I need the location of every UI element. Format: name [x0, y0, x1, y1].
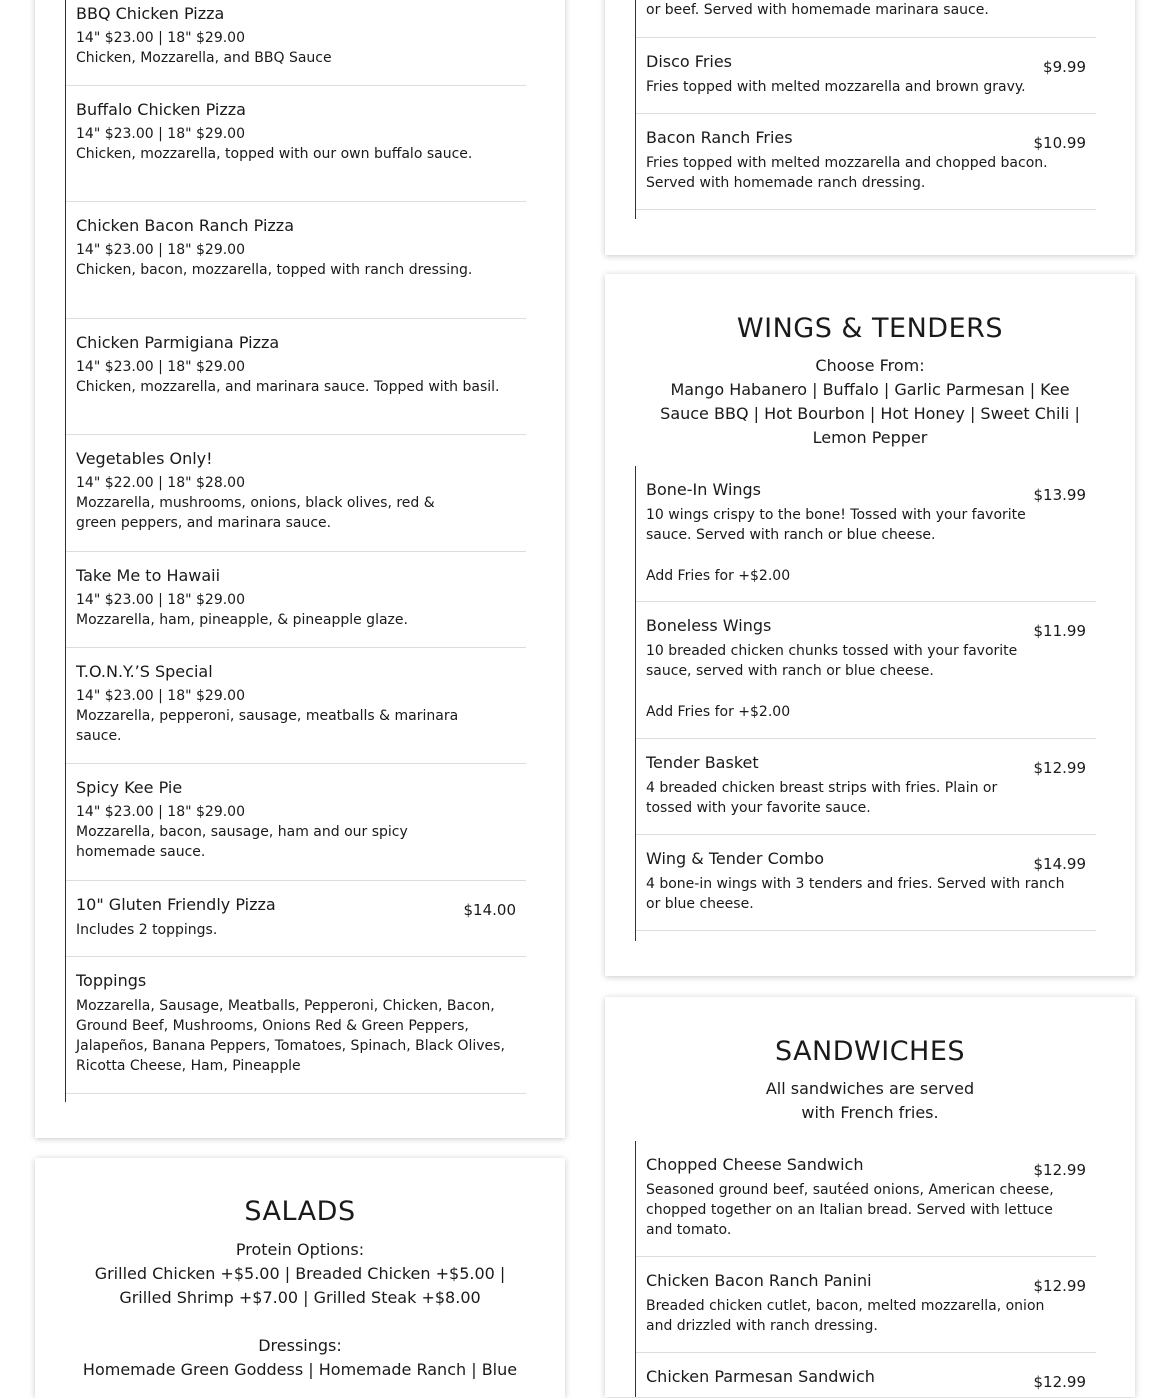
item-price: $9.99 — [1043, 58, 1086, 76]
item-sizes: 14" $23.00 | 18" $29.00 — [76, 359, 245, 375]
menu-item — [66, 435, 526, 552]
pizza-item-list — [65, 0, 526, 1102]
pizza-card — [35, 0, 565, 1138]
menu-item — [66, 648, 526, 764]
intro-line: Homemade Green Goddess | Homemade Ranch | Blue — [82, 1360, 518, 1379]
item-sizes: 14" $23.00 | 18" $29.00 — [76, 804, 245, 820]
item-description: Seasoned ground beef, sautéed onions, American cheese, chopped together on an Italian bread. Served with lettuce and tomato. — [646, 1182, 1054, 1238]
item-name: Boneless Wings — [646, 616, 772, 635]
item-description: 10 wings crispy to the bone! Tossed with your favorite sauce. Served with ranch or blue cheese. — [646, 507, 1026, 543]
intro-line: All sandwiches are served — [765, 1079, 975, 1098]
menu-item — [636, 1353, 1096, 1397]
item-sizes: 14" $23.00 | 18" $29.00 — [76, 126, 245, 142]
item-sizes: 14" $23.00 | 18" $29.00 — [76, 688, 245, 704]
menu-item — [636, 38, 1096, 114]
item-price: $12.99 — [1033, 1277, 1086, 1295]
fries-card — [605, 0, 1135, 255]
menu-item — [66, 0, 526, 86]
item-price: $14.00 — [463, 901, 516, 919]
menu-item — [66, 957, 526, 1094]
item-name: Chicken Bacon Ranch Panini — [646, 1271, 872, 1290]
menu-item — [66, 319, 526, 435]
section-title: SALADS — [244, 1196, 356, 1227]
intro-line: Mango Habanero | Buffalo | Garlic Parmesan | Kee — [670, 380, 1070, 399]
item-name: Bacon Ranch Fries — [646, 128, 793, 147]
menu-item — [66, 552, 526, 648]
item-name: Chicken Parmesan Sandwich — [646, 1367, 875, 1386]
intro-line: Grilled Chicken +$5.00 | Breaded Chicken +$5.00 | — [94, 1264, 506, 1283]
item-price: $11.99 — [1033, 622, 1086, 640]
item-description: 4 breaded chicken breast strips with fries. Plain or tossed with your favorite sauce. — [646, 780, 998, 816]
item-price: $12.99 — [1033, 759, 1086, 777]
menu-item — [636, 835, 1096, 931]
item-price: $12.99 — [1033, 1161, 1086, 1179]
section-intro — [35, 1238, 565, 1382]
menu-item — [636, 114, 1096, 210]
menu-item — [66, 764, 526, 881]
intro-line: Lemon Pepper — [812, 428, 928, 447]
sandwiches-item-list — [635, 1141, 1096, 1397]
item-price: $10.99 — [1033, 134, 1086, 152]
item-description: or beef. Served with homemade marinara sauce. — [646, 2, 989, 18]
menu-item — [636, 1141, 1096, 1257]
section-intro — [605, 1077, 1135, 1125]
item-name: BBQ Chicken Pizza — [76, 4, 225, 23]
item-description: Chicken, bacon, mozzarella, topped with ranch dressing. — [76, 262, 473, 278]
item-description: Mozzarella, Sausage, Meatballs, Pepperoni, Chicken, Bacon, Ground Beef, Mushrooms, Onions Red & Green Peppers, Jalapeños, Banana Peppers, Tomatoes, Spinach, Black Olives, Ricotta Cheese, Ham, Pineapple — [76, 998, 505, 1074]
item-name: Chicken Parmigiana Pizza — [76, 333, 280, 352]
menu-item — [636, 739, 1096, 835]
item-sizes: 14" $22.00 | 18" $28.00 — [76, 475, 245, 491]
item-name: 10" Gluten Friendly Pizza — [76, 895, 276, 914]
menu-item — [636, 1257, 1096, 1353]
section-intro — [605, 354, 1135, 450]
item-description: Fries topped with melted mozzarella and chopped bacon. Served with homemade ranch dressing. — [646, 155, 1048, 191]
intro-line: Choose From: — [815, 356, 925, 375]
intro-line: Protein Options: — [235, 1240, 365, 1259]
item-sizes: 14" $23.00 | 18" $29.00 — [76, 30, 245, 46]
item-description: 10 breaded chicken chunks tossed with your favorite sauce, served with ranch or blue cheese. — [646, 643, 1018, 679]
intro-line: with French fries. — [801, 1103, 939, 1122]
item-name: Disco Fries — [646, 52, 733, 71]
item-name: Toppings — [76, 971, 147, 990]
sandwiches-card — [605, 997, 1135, 1397]
item-name: Tender Basket — [646, 753, 759, 772]
item-name: Buffalo Chicken Pizza — [76, 100, 246, 119]
item-name: Spicy Kee Pie — [76, 778, 183, 797]
intro-line — [35, 1310, 565, 1334]
item-description: Includes 2 toppings. — [76, 922, 218, 938]
section-title: SANDWICHES — [774, 1036, 966, 1067]
menu-item — [636, 466, 1096, 602]
intro-line: Sauce BBQ | Hot Bourbon | Hot Honey | Sweet Chili | — [660, 404, 1080, 423]
menu-item-partial — [636, 0, 1096, 38]
menu-item — [66, 202, 526, 319]
item-addon: Add Fries for +$2.00 — [646, 568, 791, 584]
item-name: Wing & Tender Combo — [646, 849, 825, 868]
item-name: Take Me to Hawaii — [76, 566, 221, 585]
item-description: Mozzarella, mushrooms, onions, black olives, red & green peppers, and marinara sauce. — [76, 495, 435, 531]
item-description: Fries topped with melted mozzarella and brown gravy. — [646, 79, 1026, 95]
wings-card — [605, 274, 1135, 976]
menu-item — [66, 86, 526, 202]
item-name: Chicken Bacon Ranch Pizza — [76, 216, 294, 235]
item-name: Chopped Cheese Sandwich — [646, 1155, 864, 1174]
item-description: Breaded chicken cutlet, bacon, melted mozzarella, onion and drizzled with ranch dressing. — [646, 1298, 1045, 1334]
item-description: Mozzarella, bacon, sausage, ham and our spicy homemade sauce. — [76, 824, 408, 860]
item-addon: Add Fries for +$2.00 — [646, 704, 791, 720]
item-price: $14.99 — [1033, 855, 1086, 873]
intro-line: Dressings: — [258, 1336, 342, 1355]
item-name: T.O.N.Y.’S Special — [76, 662, 213, 681]
item-description: Mozzarella, pepperoni, sausage, meatballs & marinara sauce. — [76, 708, 459, 744]
item-description: Chicken, mozzarella, topped with our own buffalo sauce. — [76, 146, 473, 162]
item-name: Vegetables Only! — [76, 449, 213, 468]
section-title: WINGS & TENDERS — [736, 313, 1004, 344]
item-sizes: 14" $23.00 | 18" $29.00 — [76, 592, 245, 608]
fries-item-list — [635, 0, 1096, 219]
item-name: Bone-In Wings — [646, 480, 762, 499]
menu-item — [636, 602, 1096, 739]
item-sizes: 14" $23.00 | 18" $29.00 — [76, 242, 245, 258]
item-price: $12.99 — [1033, 1373, 1086, 1391]
item-price: $13.99 — [1033, 486, 1086, 504]
item-description: 4 bone-in wings with 3 tenders and fries. Served with ranch or blue cheese. — [646, 876, 1065, 912]
item-description: Chicken, mozzarella, and marinara sauce. Topped with basil. — [76, 379, 500, 395]
item-description: Mozzarella, ham, pineapple, & pineapple glaze. — [76, 612, 408, 628]
menu-item — [66, 881, 526, 957]
salads-card — [35, 1158, 565, 1398]
wings-item-list — [635, 466, 1096, 941]
intro-line: Grilled Shrimp +$7.00 | Grilled Steak +$8.00 — [119, 1288, 481, 1307]
item-description: Chicken, Mozzarella, and BBQ Sauce — [76, 50, 332, 66]
